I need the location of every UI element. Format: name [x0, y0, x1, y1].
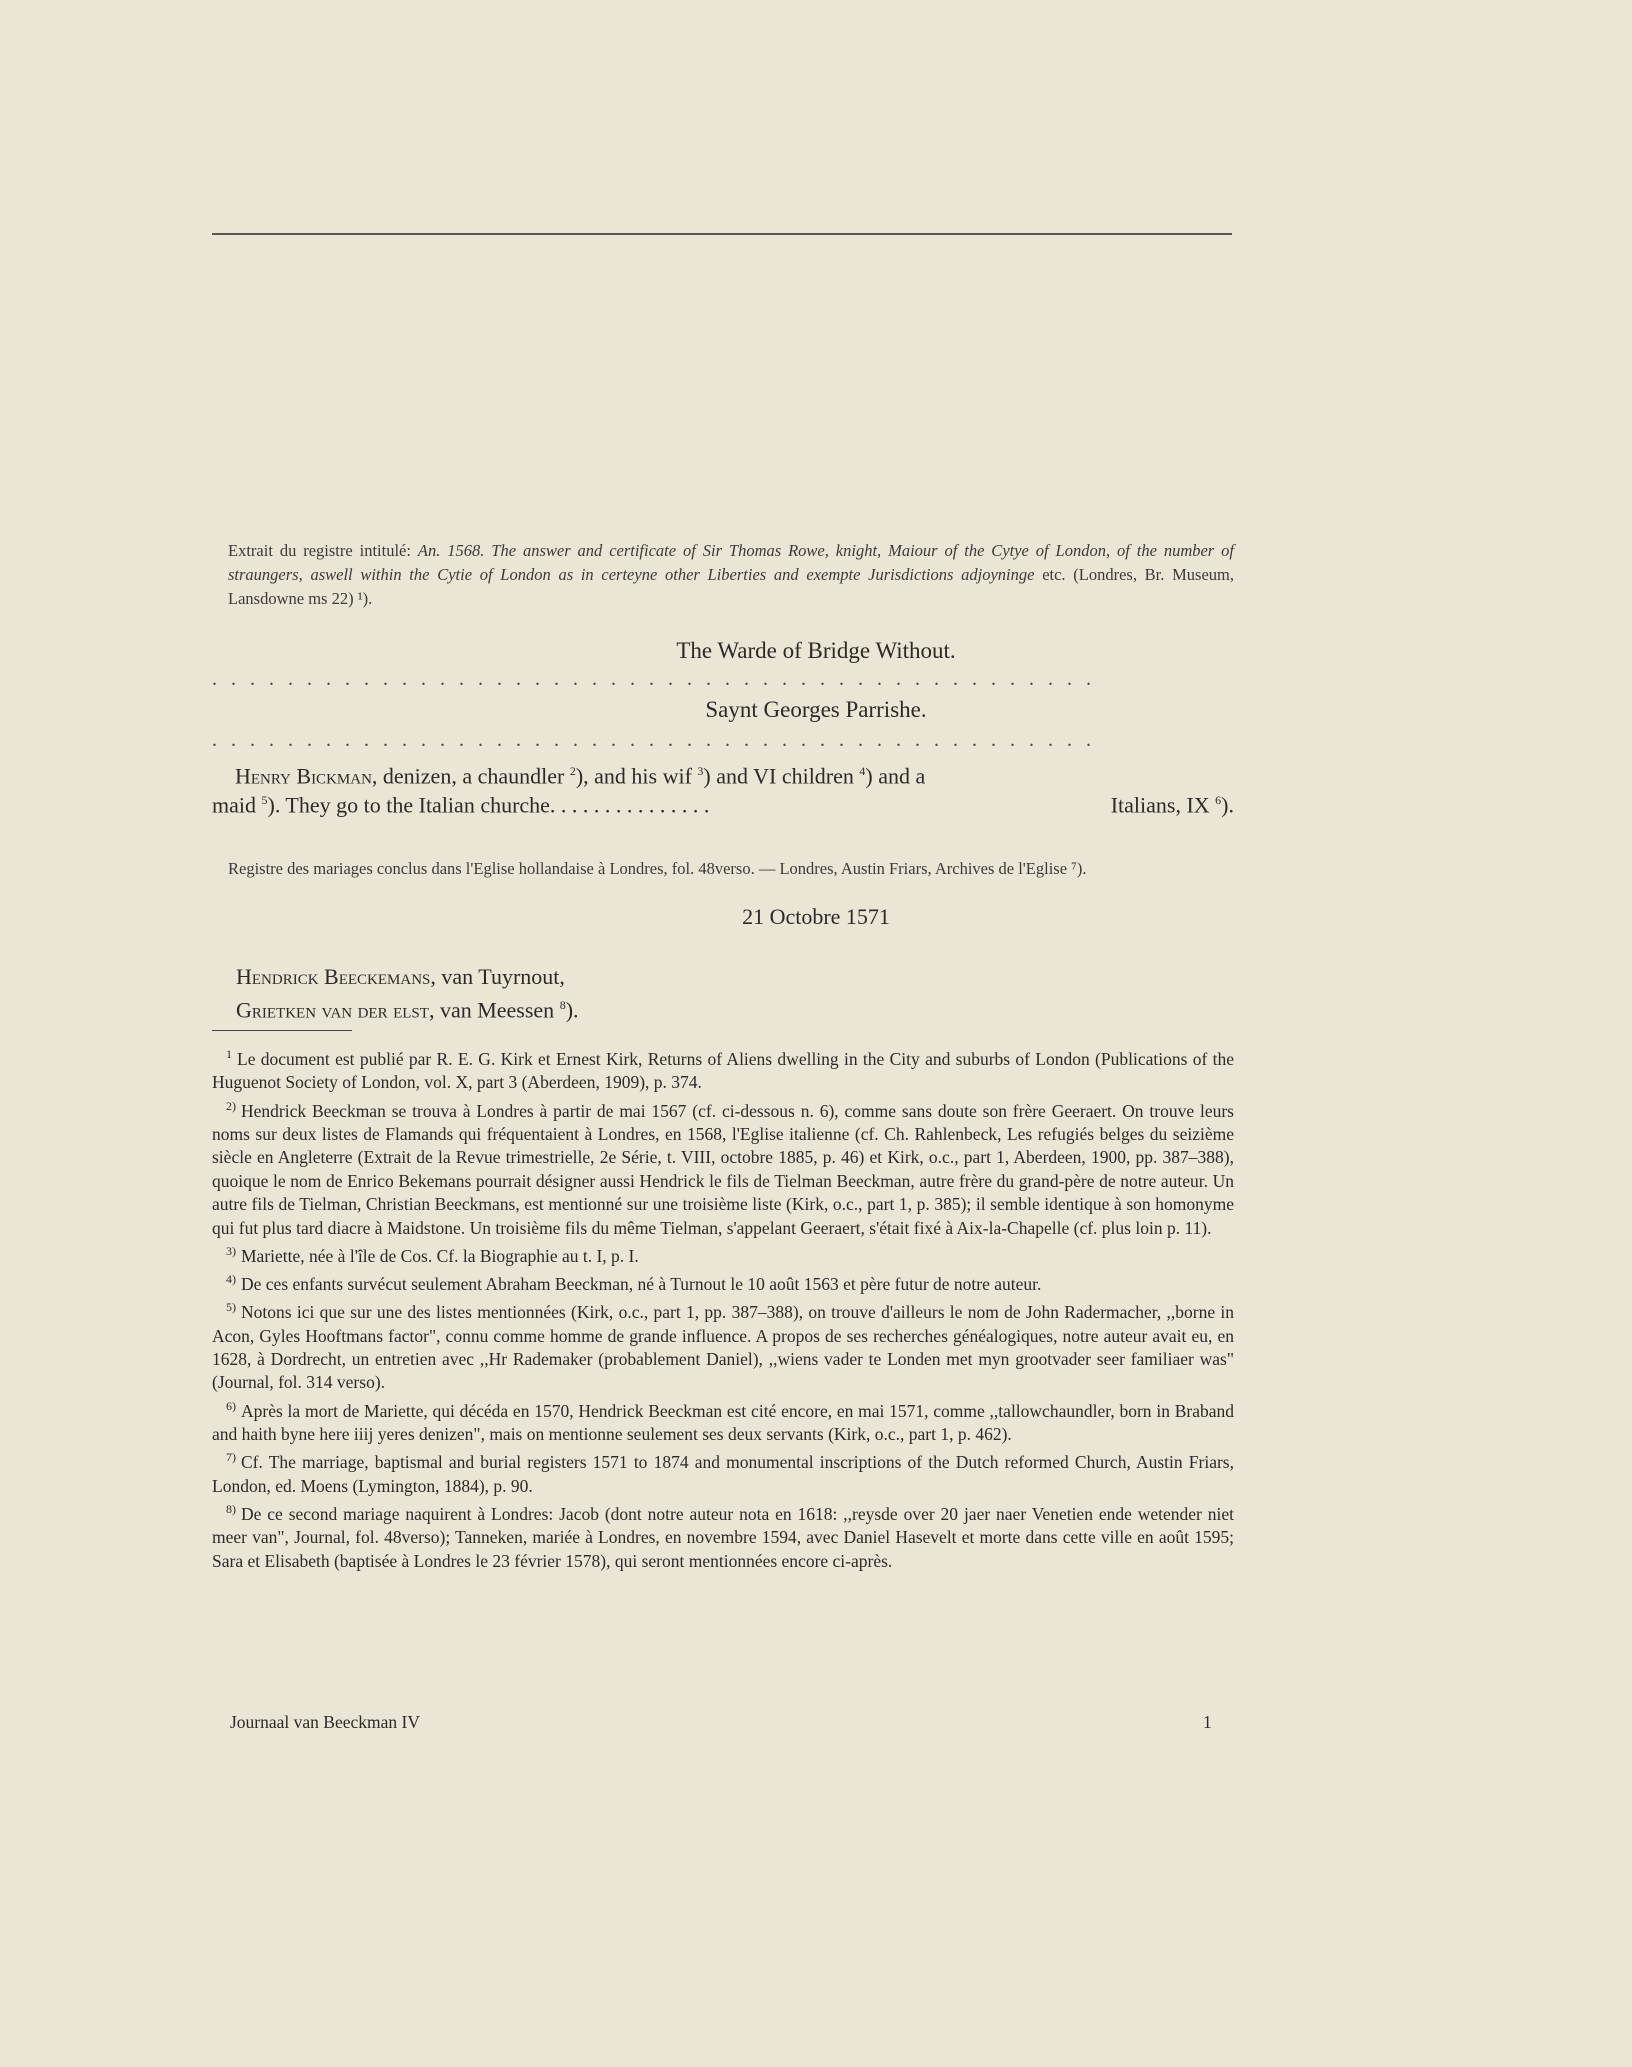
- heading-warde: The Warde of Bridge Without.: [676, 638, 956, 663]
- footnote-number: 6): [226, 1398, 236, 1413]
- intro-paragraph: [228, 539, 1234, 611]
- couple-wife: [236, 990, 579, 1025]
- footnote-text: Mariette, née à l'île de Cos. Cf. la Biographie au t. I, p. I.: [241, 1245, 639, 1266]
- intro-suffix: etc. (Londres, Br. Museum, Lansdowne ms 22) ¹).: [228, 565, 1234, 608]
- intro-title: An. 1568. The answer and certificate of Sir Thomas Rowe, knight, Maiour of the Cytye of London, of the number of straungers, aswell within the Cytie of London as in certeyne other Liberties and exempte Jurisdictions adjoyninge: [228, 541, 1234, 584]
- footnote-ref: 5: [261, 793, 268, 807]
- running-footer: Journaal van Beeckman IV: [230, 1712, 420, 1732]
- footnote-ref: 8: [559, 998, 566, 1012]
- footnote-number: 7): [226, 1450, 236, 1465]
- footnote-number: 3): [226, 1243, 236, 1258]
- footnote-ref: 6: [1215, 793, 1222, 807]
- entry-text: ) and a: [865, 763, 926, 789]
- footnote: [212, 1268, 1234, 1296]
- entry-name: Henry Bickman: [235, 763, 372, 789]
- footnote-number: 4): [226, 1272, 236, 1287]
- entry-text: , denizen, a chaundler: [371, 763, 570, 789]
- entry-text: ). They go to the Italian churche. . . . . . . . . . . . . . .: [267, 792, 710, 818]
- entry-text: ) and VI children: [703, 763, 860, 789]
- footnote-text: De ces enfants survécut seulement Abraham Beeckman, né à Turnout le 10 août 1563 et père futur de notre auteur.: [241, 1273, 1042, 1294]
- footnote: [212, 1446, 1234, 1498]
- entry-line-2: [212, 786, 1234, 819]
- footnote: [212, 1043, 1234, 1095]
- footnote: [212, 1296, 1234, 1394]
- footnote-number: 8): [226, 1502, 236, 1517]
- wife-name: Grietken van der elst: [236, 997, 429, 1023]
- intro-prefix: Extrait du registre intitulé:: [228, 541, 418, 560]
- entry-tail: [1111, 786, 1234, 819]
- footnote-text: Le document est publié par R. E. G. Kirk et Ernest Kirk, Returns of Aliens dwelling in the City and suburbs of London (Publications of the Huguenot Society of London, vol. X, part 3 (Aberdeen, 1909), p. 374.: [212, 1048, 1234, 1093]
- wife-end: ).: [565, 997, 579, 1023]
- entry-text: maid: [212, 792, 262, 818]
- dot-leader-1: ...............................................: [212, 668, 1105, 690]
- footnote-number: 1: [226, 1047, 232, 1061]
- footnote: [212, 1095, 1234, 1240]
- dot-leader-2: ...............................................: [212, 729, 1105, 751]
- footnote: [212, 1395, 1234, 1447]
- top-rule: [212, 233, 1232, 235]
- husband-name: Hendrick Beeckemans: [236, 964, 431, 989]
- footnote: [212, 1498, 1234, 1573]
- footnote-text: Hendrick Beeckman se trouva à Londres à partir de mai 1567 (cf. ci-dessous n. 6), comme sans doute son frère Geeraert. On trouve leurs noms sur deux listes de Flamands qui fréquentaient à Londres, en 1568, l'Eglise italienne (cf. Ch. Rahlenbeck, Les refugiés belges du seizième siècle en Angleterre (Extrait de la Revue trimestrielle, 2e Série, t. VIII, octobre 1885, p. 46) et Kirk, o.c., part 1, Aberdeen, 1900, pp. 387–388), quoique le nom de Enrico Bekemans pourrait désigner aussi Hendrick le fils de Tielman Beeckman, autre frère du grand-père de notre auteur. Un autre fils de Tielman, Christian Beeckmans, est mentionné sur une troisième liste (Kirk, o.c., part 1, p. 385); il semble identique à son homonyme qui fut plus tard diacre à Maidstone. Un troisième fils du même Tielman, s'appelant Geeraert, s'était fixé à Aix-la-Chapelle (cf. plus loin p. 11).: [212, 1100, 1234, 1238]
- page-number: 1: [1203, 1712, 1212, 1732]
- footnote-text: Notons ici que sur une des listes mentionnées (Kirk, o.c., part 1, pp. 387–388), on trouve d'ailleurs le nom de John Radermacher, ,,borne in Acon, Gyles Hooftmans factor", connu comme homme de grande influence. A propos de ses recherches généalogiques, notre auteur avait eu, en 1628, à Dordrecht, un entretien avec ,,Hr Rademaker (probablement Daniel), ,,wiens vader te Londen met myn grootvader seer familiaer was" (Journal, fol. 314 verso).: [212, 1302, 1234, 1393]
- husband-origin: , van Tuyrnout,: [430, 964, 565, 989]
- registre-note: Registre des mariages conclus dans l'Eglise hollandaise à Londres, fol. 48verso. — Londres, Austin Friars, Archives de l'Eglise ⁷).: [228, 859, 1087, 878]
- footnote-number: 5): [226, 1300, 236, 1315]
- entry-text: ), and his wif: [575, 763, 698, 789]
- footnote-text: Après la mort de Mariette, qui décéda en 1570, Hendrick Beeckman est cité encore, en mai 1571, comme ,,tallowchaundler, born in Braband and haith byne here iiij yeres denizen", mais on mentionne seulement ses deux servants (Kirk, o.c., part 1, p. 462).: [212, 1400, 1234, 1445]
- footnote-ref: 2: [569, 764, 576, 778]
- footnote-text: Cf. The marriage, baptismal and burial registers 1571 to 1874 and monumental inscriptions of the Dutch reformed Church, Austin Friars, London, ed. Moens (Lymington, 1884), p. 90.: [212, 1452, 1234, 1496]
- footnote-ref: 4: [859, 764, 866, 778]
- entry-text: ).: [1221, 792, 1234, 818]
- footnote: [212, 1240, 1234, 1268]
- couple-husband: [236, 962, 565, 992]
- footnote-rule: [212, 1030, 352, 1031]
- entry-text: Italians, IX: [1110, 792, 1216, 818]
- heading-parish: Saynt Georges Parrishe.: [705, 697, 927, 722]
- marriage-date: 21 Octobre 1571: [742, 904, 890, 929]
- footnote-number: 2): [226, 1098, 236, 1113]
- footnote-text: De ce second mariage naquirent à Londres: Jacob (dont notre auteur nota en 1618: ,,reysde over 20 jaer naer Venetien ende wetender niet meer van", Journal, fol. 48verso); Tanneken, mariée à Londres, en novembre 1594, avec Daniel Hasevelt et morte dans cette ville en août 1595; Sara et Elisabeth (baptisée à Londres le 23 février 1578), qui seront mentionnées encore ci-après.: [212, 1503, 1234, 1571]
- footnotes: [212, 1043, 1234, 1573]
- footnote-ref: 3: [697, 764, 704, 778]
- wife-origin: , van Meessen: [428, 997, 560, 1023]
